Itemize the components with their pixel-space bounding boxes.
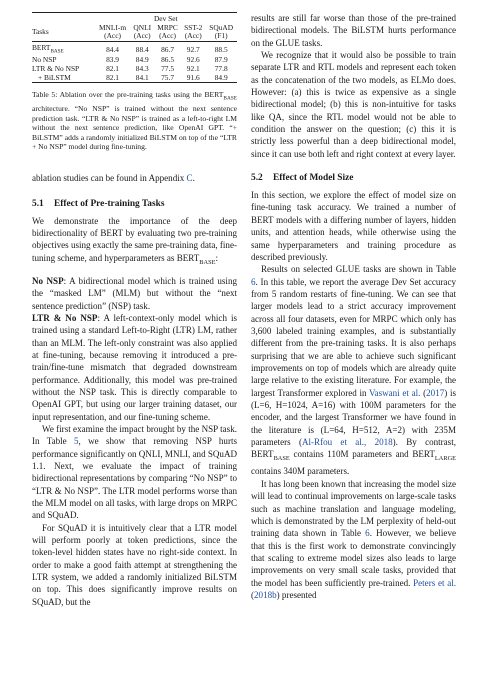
table-cell: 91.6 — [186, 72, 200, 82]
paragraph-no-nsp: No NSP: A bidirectional model which is trained using the “masked LM” (MLM) but without the “next sentence prediction” (NSP) task. — [32, 275, 237, 311]
section-heading-5-2: 5.2 Effect of Model Size — [251, 173, 354, 184]
table-cell: 86.7 — [161, 44, 175, 54]
table-cell: 75.7 — [161, 72, 175, 82]
table-col-unit: (Acc) — [133, 31, 151, 41]
table-cell: 92.6 — [186, 55, 200, 65]
appendix-link[interactable]: C — [186, 173, 193, 184]
table-cell: 84.4 — [106, 44, 119, 54]
table-col-header: SST-2 — [184, 22, 203, 32]
table-row-label: LTR & No NSP — [32, 63, 80, 73]
table-caption: Table 5: Ablation over the pre-training tasks using the $BERT_{BASE}$ architecture. “No NSP” is trained without the next sentence prediction task. “LTR & No NSP” is trained as a left-to-right LM without the next sentence prediction, like OpenAI GPT. “+ BiLSTM” adds a randomly initialized BiLSTM on top of the “LTR + No NSP” model during fine-tuning. — [32, 90, 237, 151]
table-cell: 84.1 — [135, 72, 149, 82]
table-col-unit: (Acc) — [159, 31, 176, 41]
table-tasks-header: Tasks — [32, 27, 49, 37]
table-cell: 82.1 — [106, 63, 119, 73]
right-column — [251, 12, 456, 601]
table-cell: 92.1 — [186, 63, 200, 73]
paragraph: It has long been known that increasing the model size will lead to continual improvements on large-scale tasks such as machine translation and language modeling, which is demonstrated by the LM perplexity of held-out training data shown in Table 6. However, we believe that this is the first work to demonstrate convincingly that scaling to extreme model sizes also leads to large improvements on very small scale tasks, provided that the model has been sufficiently pre-trained. Peters et al. (2018b) presented — [251, 478, 456, 600]
ablation-table — [32, 12, 237, 83]
paragraph: We demonstrate the importance of the deep bidirectionality of BERT by evaluating two pre-training objectives using exactly the same pre-training data, fine-tuning scheme, and hyperparameters as $BERT_{BASE}$: — [32, 215, 237, 266]
table-col-header: MNLI-m — [98, 22, 127, 32]
table-cell: 77.5 — [161, 63, 175, 73]
left-column — [32, 12, 237, 608]
table-col-header: MRPC — [157, 22, 178, 32]
table-col-unit: (F1) — [214, 31, 228, 41]
ablation-reference: ablation studies can be found in Appendix C. — [32, 173, 195, 184]
table-cell: 77.8 — [214, 63, 228, 73]
citation-peters[interactable]: Peters et al. — [413, 577, 456, 588]
paragraph: In this section, we explore the effect of model size on fine-tuning task accuracy. We trained a number of BERT models with a differing number of layers, hidden units, and attention heads, while otherwise using the same hyperparameters and training procedure as described previously. — [251, 190, 456, 262]
paragraph-ltr: LTR & No NSP: A left-context-only model which is trained using a standard Left-to-Right (LTR) LM, rather than an MLM. The left-only constraint was also applied at fine-tuning, because removing it introduced a pre-train/fine-tune mismatch that degraded downstream performance. Additionally, this model was pre-trained without the NSP task. This is directly comparable to OpenAI GPT, but using our larger training dataset, our input representation, and our fine-tuning scheme. — [32, 312, 237, 422]
citation-vaswani-year[interactable]: 2017 — [426, 387, 445, 398]
citation-vaswani[interactable]: Vaswani et al. — [369, 387, 421, 398]
table-row-label: + BiLSTM — [38, 72, 71, 82]
table-row — [32, 44, 237, 56]
table-row — [32, 74, 237, 83]
paragraph: We recognize that it would also be possible to train separate LTR and RTL models and represent each token as the concatenation of the two models, as ELMo does. However: (a) this is twice as expensive as a single bidirectional model; (b) this is non-intuitive for tasks like QA, since the RTL model would not be able to condition the answer on the question; (c) this it is strictly less powerful than a deep bidirectional model, since it can use both left and right context at every layer. — [251, 50, 456, 159]
table-cell: 87.9 — [214, 55, 228, 65]
table-cell: 82.1 — [106, 72, 119, 82]
table-cell: 84.3 — [135, 63, 149, 73]
paragraph: For SQuAD it is intuitively clear that a LTR model will perform poorly at token predictions, since the token-level hidden states have no right-side context. In order to make a good faith attempt at strengthening the LTR system, we added a randomly initialized BiLSTM on top. This does significantly improve results on SQuAD, but the — [32, 522, 237, 607]
table-group-header: Dev Set — [153, 14, 178, 23]
table-col-header: QNLI — [133, 22, 152, 32]
paragraph: Results on selected GLUE tasks are shown in Table 6. In this table, we report the average Dev Set accuracy from 5 random restarts of fine-tuning. We can see that larger models lead to a strict accuracy improvement across all four datasets, even for MRPC which only has 3,600 labeled training examples, and is substantially different from the pre-training tasks. It is also perhaps surprising that we are able to achieve such significant improvements on top of models which are already quite large relative to the existing literature. For example, the largest Transformer explored in Vaswani et al. (2017) is (L=6, H=1024, A=16) with 100M parameters for the encoder, and the largest Transformer we have found in the literature is (L=64, H=512, A=2) with 235M parameters (Al-Rfou et al., 2018). By contrast, $BERT_{BASE}$ contains 110M parameters and $BERT_{LARGE}$ contains 340M parameters. — [251, 264, 456, 477]
table-cell: 84.9 — [135, 55, 149, 65]
citation-al-rfou[interactable]: Al-Rfou et al., 2018 — [301, 437, 393, 447]
table-6-link[interactable]: 6 — [365, 528, 370, 539]
citation-peters-year[interactable]: 2018b — [254, 589, 277, 600]
table-col-unit: (Acc) — [184, 31, 202, 41]
paragraph: results are still far worse than those of the pre-trained bidirectional models. The BiLSTM hurts performance on the GLUE tasks. — [251, 13, 456, 48]
table-cell: 86.5 — [161, 55, 175, 65]
table-cell: 84.9 — [214, 72, 228, 82]
paragraph: We first examine the impact brought by the NSP task. In Table 5, we show that removing NSP hurts performance significantly on QNLI, MNLI, and SQuAD 1.1. Next, we evaluate the impact of training bidirectional representations by comparing “No NSP” to “LTR & No NSP”. The LTR model performs worse than the MLM model on all tasks, with large drops on MRPC and SQuAD. — [32, 423, 238, 521]
table-col-header: SQuAD — [209, 22, 234, 32]
table-6-link[interactable]: 6 — [251, 276, 256, 287]
table-5-link[interactable]: 5 — [74, 436, 79, 447]
table-cell: 92.7 — [186, 44, 200, 54]
table-cell: 83.9 — [106, 55, 119, 65]
table-col-unit: (Acc) — [104, 31, 121, 41]
table-row-label: No NSP — [32, 55, 57, 65]
section-heading-5-1: 5.1 Effect of Pre-training Tasks — [32, 198, 165, 209]
table-cell: 88.5 — [214, 44, 228, 54]
table-cell: 88.4 — [135, 44, 149, 54]
table-row-label: $BERT_{BASE}$ — [32, 43, 64, 55]
